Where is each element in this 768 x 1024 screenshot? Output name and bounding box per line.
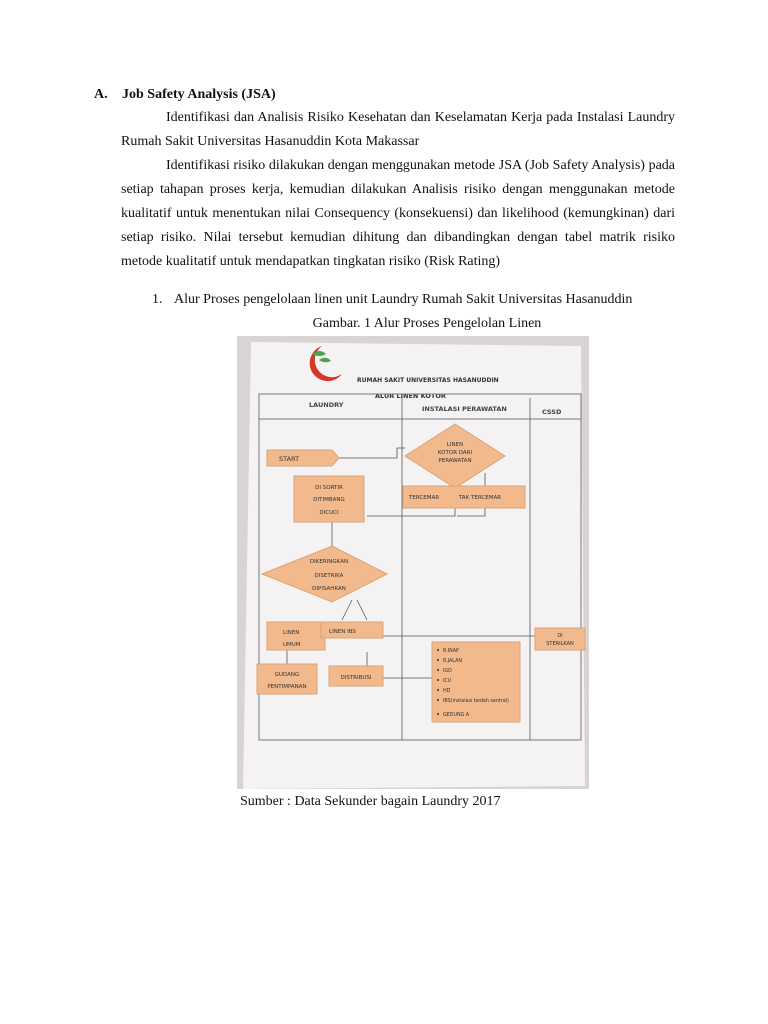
figure-source: Sumber : Data Sekunder bagain Laundry 2017 <box>240 794 501 809</box>
linen-kotor-line2: KOTOR DARI <box>437 450 473 456</box>
chart-title: ALUR LINEN KOTOR <box>375 392 446 400</box>
section-letter: A. <box>94 87 108 102</box>
linen-umum-line1: LINEN <box>283 630 300 636</box>
lane-cssd: CSSD <box>542 408 562 416</box>
list-number: 1. <box>152 292 163 307</box>
list-text: Alur Proses pengelolaan linen unit Laundry Rumah Sakit Universitas Hasanuddin <box>174 292 633 307</box>
distribusi-label: DISTRIBUSI <box>340 675 372 681</box>
start-node <box>267 450 339 466</box>
linen-kotor-line3: PERAWATAN <box>438 458 472 464</box>
lane-instalasi-perawatan: INSTALASI PERAWATAN <box>422 405 507 413</box>
dikeringkan-line2: DISETRIKA <box>314 573 344 579</box>
section-heading <box>94 87 276 103</box>
linen-ibs-label: LINEN IBS <box>329 629 356 635</box>
hospital-name: RUMAH SAKIT UNIVERSITAS HASANUDDIN <box>357 377 499 384</box>
section-title: Job Safety Analysis (JSA) <box>122 87 276 102</box>
figure-caption <box>0 316 768 332</box>
unit-item: R.INAP <box>443 649 459 654</box>
unit-item: GEDUNG A <box>443 713 470 718</box>
dikeringkan-line3: DIPISAHKAN <box>312 586 346 592</box>
paragraph-method <box>121 154 675 274</box>
unit-item: ICU <box>443 679 452 684</box>
di-sterilkan-line1: DI <box>557 633 563 639</box>
paragraph-method-text: Identifikasi risiko dilakukan dengan menggunakan metode JSA (Job Safety Analysis) pada setiap tahapan proses kerja, kemudian dilakukan Analisis risiko dengan menggunakan metode kualitatif untuk menentukan nilai Consequency (konsekuensi) dan likelihood (kemungkinan) dari setiap risiko. Nilai tersebut kemudian dihitung dan dibandingkan dengan tabel matrik risiko metode kualitatif untuk mendapatkan tingkatan risiko (Risk Rating) <box>121 158 675 269</box>
sortir-line3: DICUCI <box>319 510 339 516</box>
unit-item: IBS(instalasi bedah sentral) <box>443 699 509 704</box>
dikeringkan-line1: DIKERINGKAN <box>309 559 349 565</box>
paragraph-intro-text: Identifikasi dan Analisis Risiko Kesehatan dan Keselamatan Kerja pada Instalasi Laundry Rumah Sakit Universitas Hasanuddin Kota Makassar <box>121 110 675 149</box>
sortir-line2: DITIMBANG <box>313 497 345 503</box>
figure-caption-text: Gambar. 1 Alur Proses Pengelolan Linen <box>312 316 542 331</box>
tak-tercemar-label: TAK TERCEMAR <box>459 495 502 501</box>
gudang-line2: PENTIMPANAN <box>267 684 307 690</box>
flowchart-photo <box>237 336 589 789</box>
lane-laundry: LAUNDRY <box>309 401 344 409</box>
paragraph-intro <box>121 106 675 154</box>
tercemar-label: TERCEMAR <box>409 495 440 501</box>
linen-kotor-line1: LINEN <box>446 442 464 448</box>
unit-item: R.JALAN <box>443 659 462 664</box>
linen-umum-line2: UMUM <box>283 642 301 648</box>
gudang-line1: GUDANG <box>274 672 300 678</box>
di-sterilkan-line2: STERILKAN <box>546 641 574 647</box>
unit-item: HD <box>443 689 451 694</box>
start-label: START <box>279 455 300 463</box>
unit-item: IGD <box>443 669 452 674</box>
sortir-line1: DI SORTIR <box>315 485 343 491</box>
list-item <box>152 292 632 308</box>
